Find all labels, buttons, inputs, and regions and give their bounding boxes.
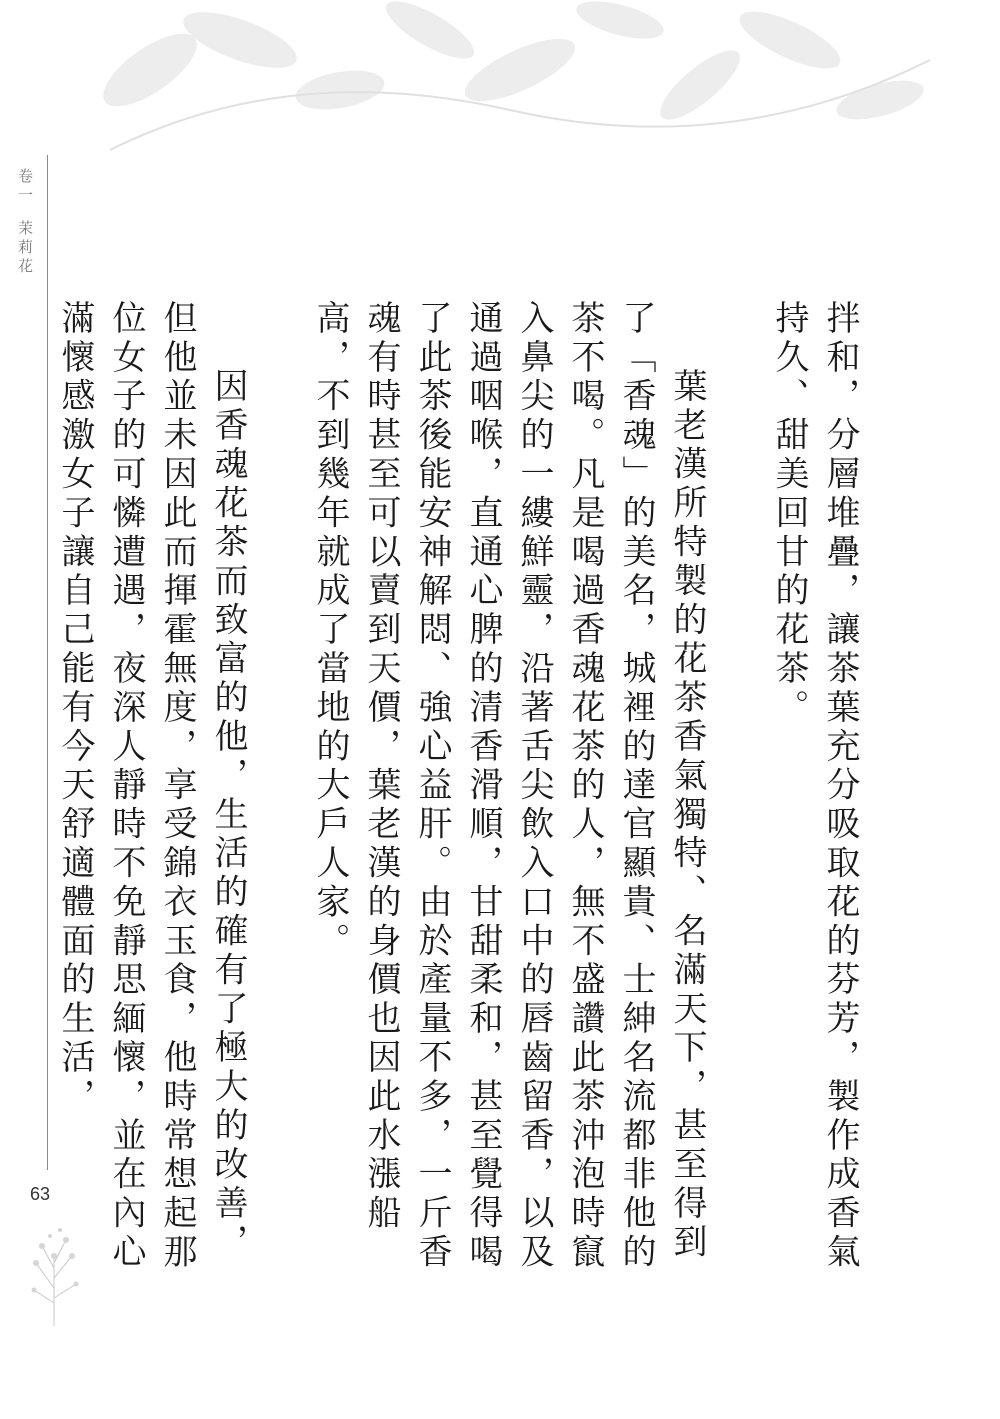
paragraph-3: 因香魂花茶而致富的他，生活的確有了極大的改善，但他並未因此而揮霍無度，享受錦衣玉食，他時常想起那位女子的可憐遭遇，夜深人靜時不免靜思緬懷，並在內心滿懷感激女子讓自己能有今天舒適體面的生活， bbox=[55, 300, 248, 1273]
paragraph-1: 拌和，分層堆疊，讓茶葉充分吸取花的芬芳，製作成香氣持久、甜美回甘的花茶。 bbox=[769, 300, 860, 1273]
leaf-watermark-decoration bbox=[90, 0, 950, 160]
page-number: 63 bbox=[30, 1184, 51, 1204]
running-head-chapter: 茉莉花 bbox=[16, 220, 34, 277]
paragraph-spacer bbox=[712, 300, 763, 1300]
running-head bbox=[10, 168, 40, 277]
paragraph-2: 葉老漢所特製的花茶香氣獨特、名滿天下，甚至得到了「香魂」的美名，城裡的達官顯貴、士紳名流都非他的茶不喝。凡是喝過香魂花茶的人，無不盛讚此茶沖泡時竄入鼻尖的一縷鮮靈，沿著舌尖飲入口中的唇齒留香，以及通過咽喉，直通心脾的清香滑順，甘甜柔和，甚至覺得喝了此茶後能安神解悶、強心益肝。由於產量不多，一斤香魂有時甚至可以賣到天價，葉老漢的身價也因此水漲船高，不到幾年就成了當地的大戶人家。 bbox=[310, 300, 707, 1273]
margin-rule bbox=[47, 155, 48, 1170]
running-head-volume: 卷一 bbox=[16, 168, 34, 206]
paragraph-spacer bbox=[253, 300, 304, 1300]
body-text bbox=[55, 300, 865, 1300]
